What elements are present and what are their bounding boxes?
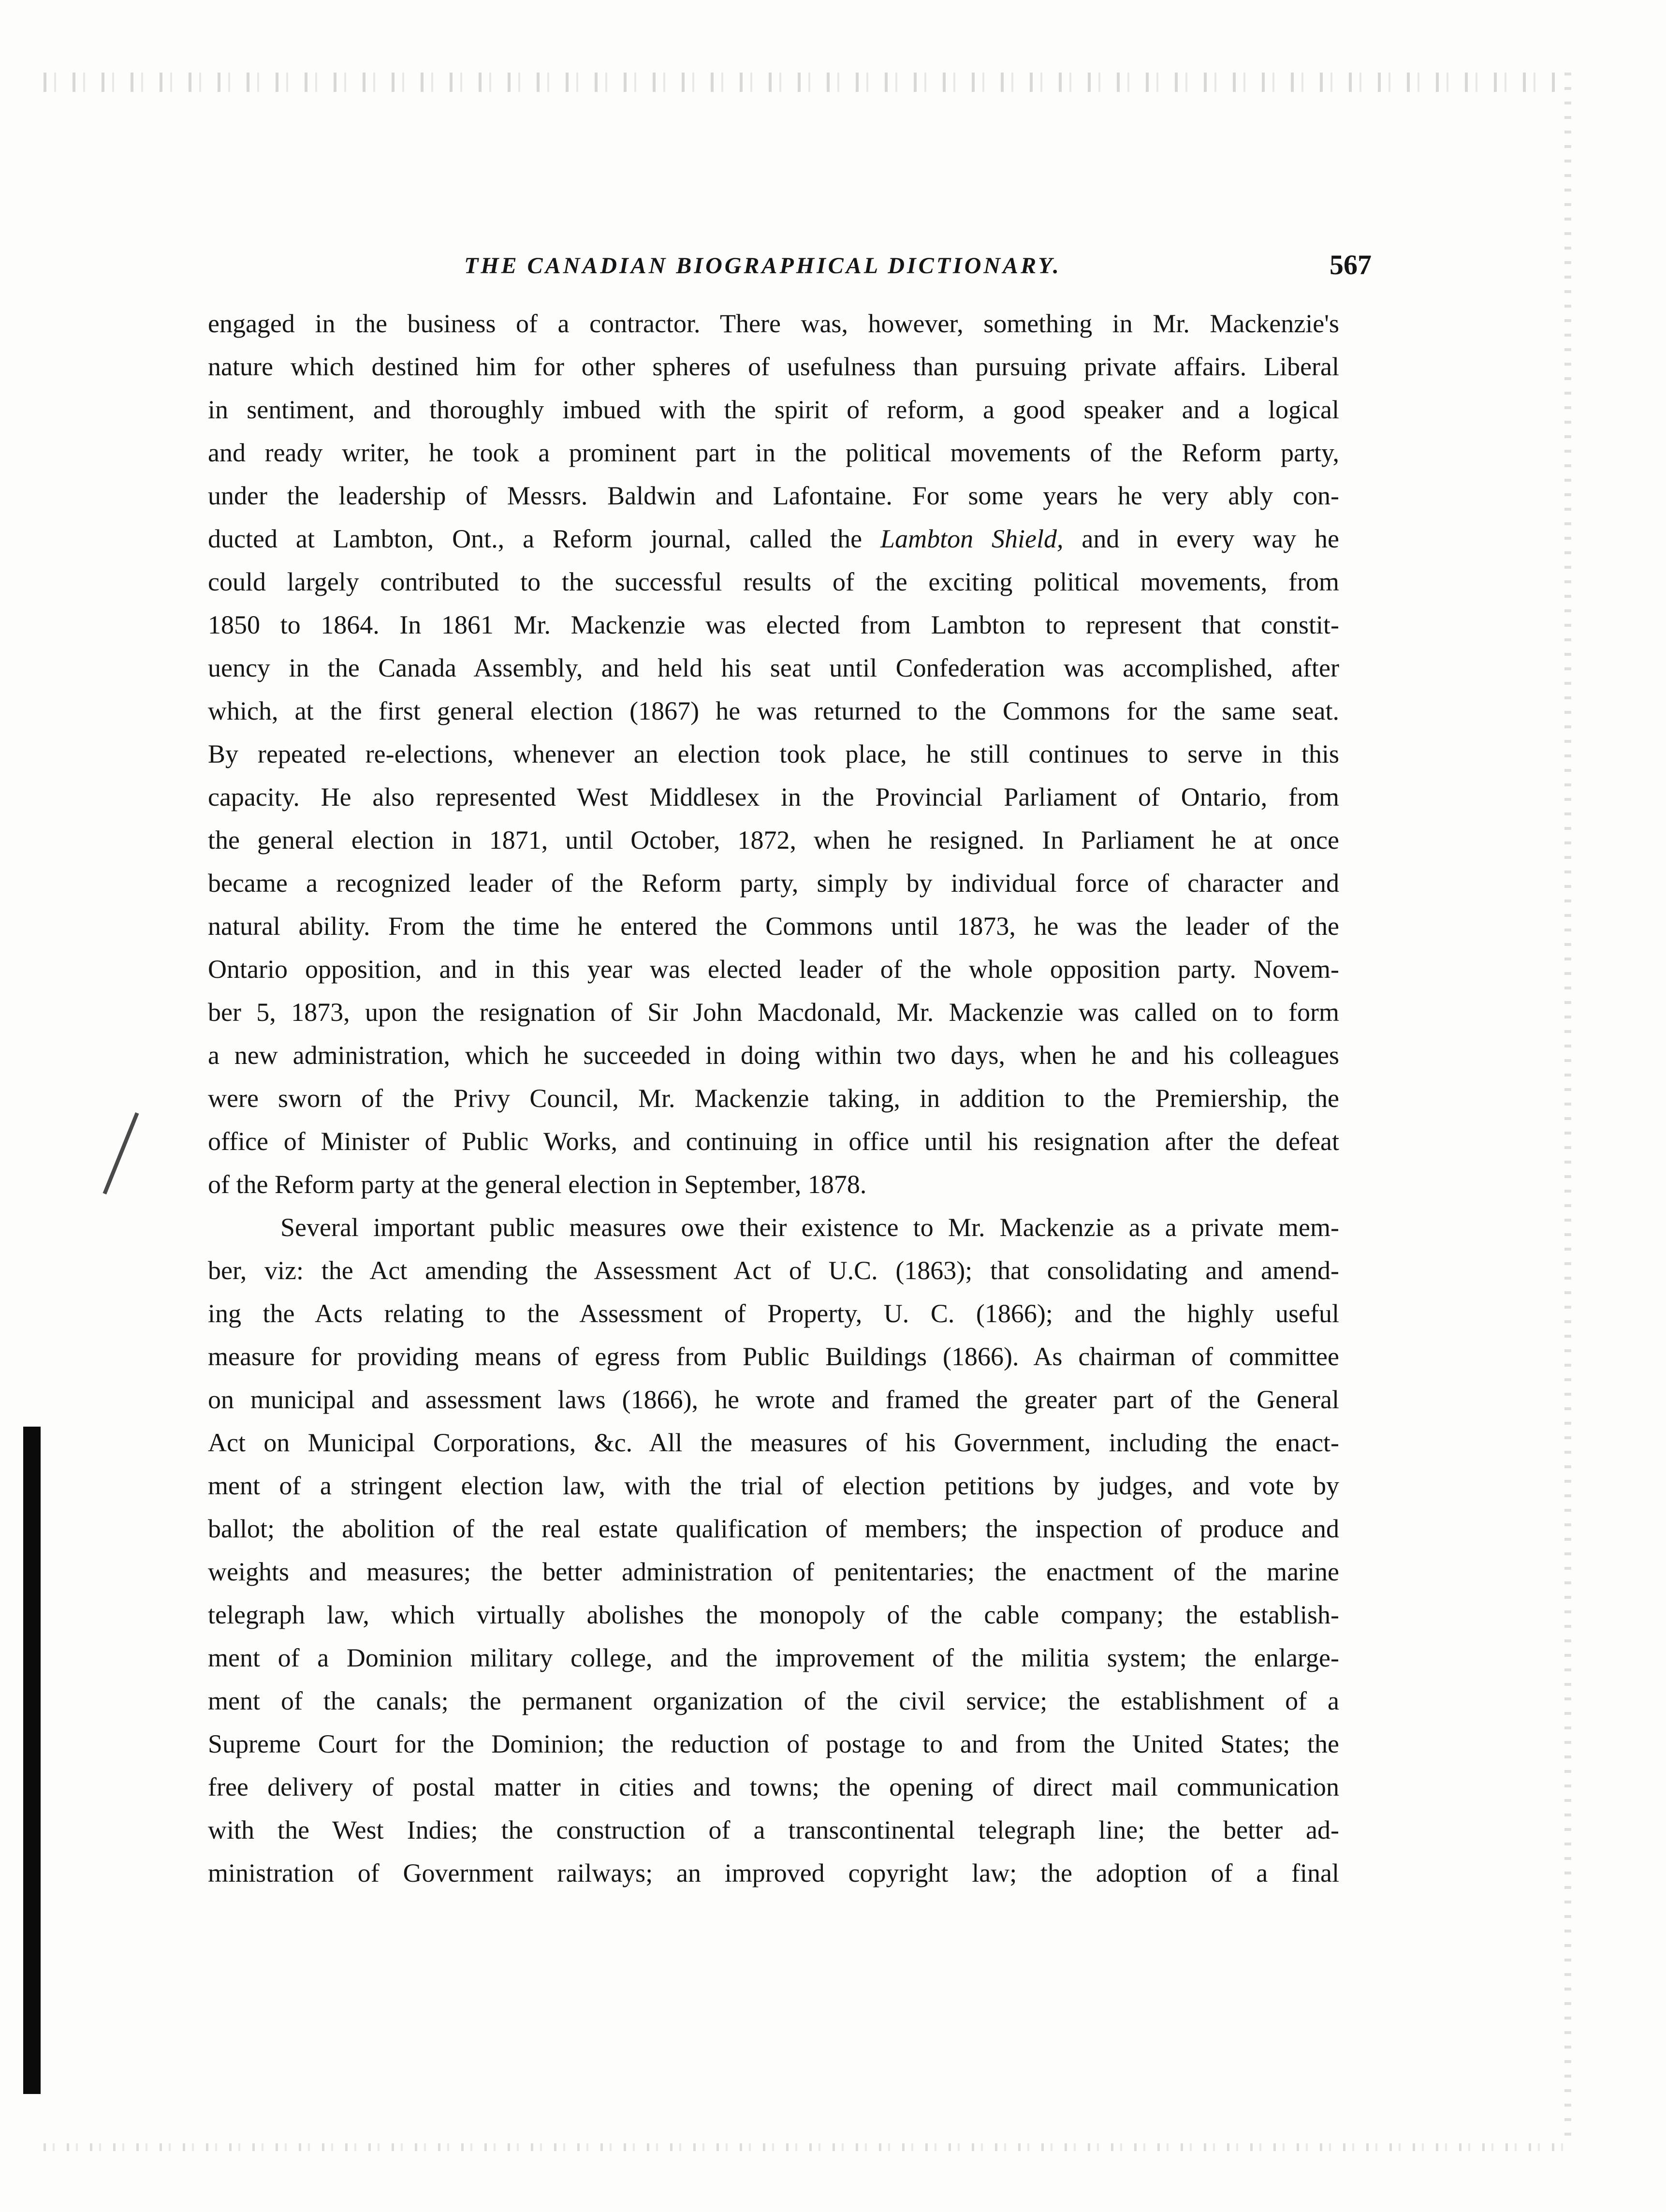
- text-line: of the Reform party at the general election in September, 1878.: [208, 1170, 867, 1199]
- running-head: THE CANADIAN BIOGRAPHICAL DICTIONARY.: [464, 253, 1061, 279]
- paragraph-2: [208, 1206, 1339, 1895]
- binding-margin-bar: [23, 1427, 41, 2094]
- text-line: Supreme Court for the Dominion; the reduction of postage to and from the United States; the: [208, 1729, 1339, 1758]
- newspaper-title: Lambton Shield,: [880, 524, 1064, 553]
- scan-edge-bottom: [44, 2143, 1566, 2151]
- text-line: became a recognized leader of the Reform party, simply by individual force of character and: [208, 869, 1339, 898]
- text-line: weights and measures; the better administration of penitentaries; the enactment of the marine: [208, 1557, 1339, 1586]
- text-line: uency in the Canada Assembly, and held his seat until Confederation was accomplished, after: [208, 653, 1339, 682]
- scan-edge-top: [44, 73, 1557, 92]
- text-line: nature which destined him for other spheres of usefulness than pursuing private affairs. Liberal: [208, 352, 1339, 381]
- page-number: 567: [1330, 249, 1372, 280]
- text-line: ministration of Government railways; an improved copyright law; the adoption of a final: [208, 1858, 1339, 1888]
- text-line: free delivery of postal matter in cities and towns; the opening of direct mail communication: [208, 1772, 1339, 1801]
- text-line: ber, viz: the Act amending the Assessment Act of U.C. (1863); that consolidating and amend-: [208, 1256, 1339, 1285]
- text-line: 1850 to 1864. In 1861 Mr. Mackenzie was elected from Lambton to represent that constit-: [208, 610, 1339, 639]
- text-line: on municipal and assessment laws (1866), he wrote and framed the greater part of the General: [208, 1385, 1339, 1414]
- text-line: under the leadership of Messrs. Baldwin and Lafontaine. For some years he very ably con-: [208, 481, 1339, 510]
- text-line: the general election in 1871, until October, 1872, when he resigned. In Parliament he at once: [208, 826, 1339, 855]
- text-line: Act on Municipal Corporations, &c. All the measures of his Government, including the enact-: [208, 1428, 1339, 1457]
- margin-pen-stroke: [103, 1112, 139, 1194]
- text-line: with the West Indies; the construction of a transcontinental telegraph line; the better ad-: [208, 1815, 1339, 1844]
- paragraph-1: [208, 302, 1339, 1206]
- text-line: engaged in the business of a contractor. There was, however, something in Mr. Mackenzie's: [208, 309, 1339, 338]
- text-line: ber 5, 1873, upon the resignation of Sir John Macdonald, Mr. Mackenzie was called on to form: [208, 998, 1339, 1027]
- text-line: measure for providing means of egress from Public Buildings (1866). As chairman of committee: [208, 1342, 1339, 1371]
- text-line: ing the Acts relating to the Assessment of Property, U. C. (1866); and the highly useful: [208, 1299, 1339, 1328]
- text-line: a new administration, which he succeeded in doing within two days, when he and his colleagues: [208, 1041, 1339, 1070]
- text-line: ballot; the abolition of the real estate qualification of members; the inspection of produce and: [208, 1514, 1339, 1543]
- text-line: By repeated re-elections, whenever an election took place, he still continues to serve in this: [208, 739, 1339, 768]
- text-line: could largely contributed to the successful results of the exciting political movements, from: [208, 567, 1339, 596]
- text-line: which, at the first general election (1867) he was returned to the Commons for the same seat.: [208, 696, 1339, 725]
- text-segment: and in every way he: [1063, 524, 1339, 553]
- text-line: Ontario opposition, and in this year was elected leader of the whole opposition party. Novem-: [208, 955, 1339, 984]
- text-line: ment of a stringent election law, with the trial of election petitions by judges, and vote by: [208, 1471, 1339, 1500]
- scan-edge-right: [1564, 73, 1571, 2147]
- text-line: office of Minister of Public Works, and continuing in office until his resignation after the defeat: [208, 1127, 1339, 1156]
- text-line: capacity. He also represented West Middlesex in the Provincial Parliament of Ontario, from: [208, 782, 1339, 811]
- text-segment: ducted at Lambton, Ont., a Reform journal, called the: [208, 524, 881, 553]
- text-line: natural ability. From the time he entered the Commons until 1873, he was the leader of the: [208, 912, 1339, 941]
- text-line-with-italic: [208, 517, 1339, 560]
- text-line: Several important public measures owe their existence to Mr. Mackenzie as a private mem-: [280, 1213, 1339, 1242]
- text-line: were sworn of the Privy Council, Mr. Mackenzie taking, in addition to the Premiership, the: [208, 1084, 1339, 1113]
- text-line: ment of the canals; the permanent organization of the civil service; the establishment of a: [208, 1686, 1339, 1715]
- text-line: telegraph law, which virtually abolishes the monopoly of the cable company; the establish-: [208, 1600, 1339, 1629]
- text-line: ment of a Dominion military college, and the improvement of the militia system; the enlarge-: [208, 1643, 1339, 1672]
- body-text: [208, 302, 1339, 1895]
- text-line: and ready writer, he took a prominent part in the political movements of the Reform party,: [208, 438, 1339, 467]
- text-line: in sentiment, and thoroughly imbued with the spirit of reform, a good speaker and a logical: [208, 395, 1339, 424]
